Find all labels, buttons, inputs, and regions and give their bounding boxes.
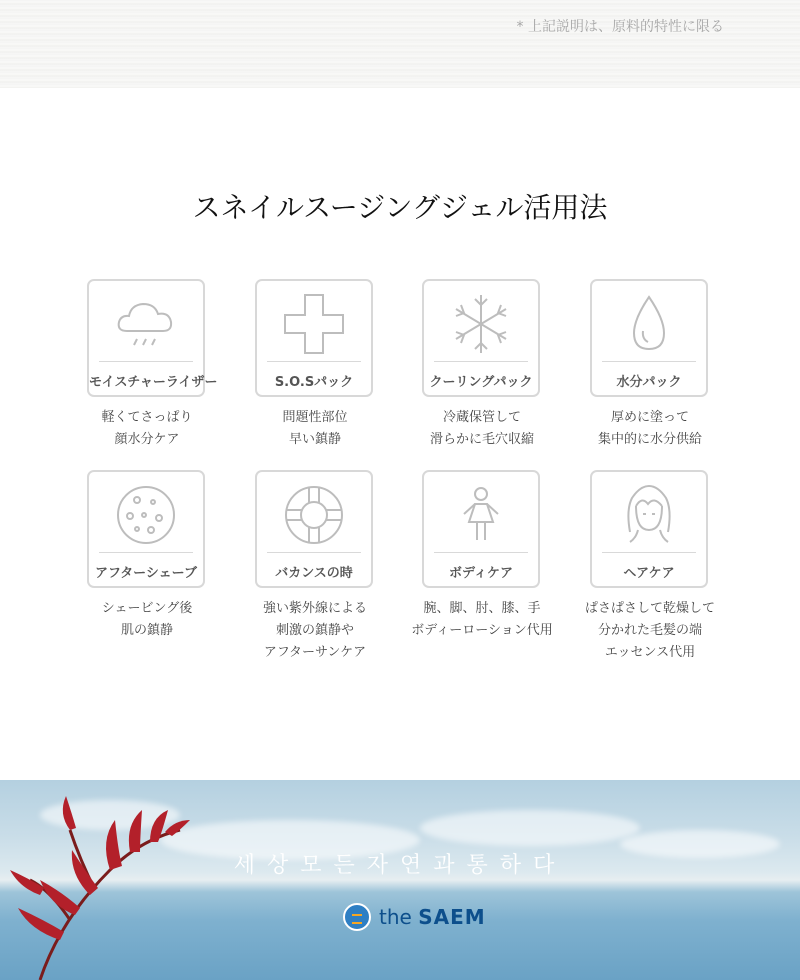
desc-line: 冷蔵保管して bbox=[442, 410, 521, 425]
red-flower-image bbox=[0, 780, 200, 980]
desc-line: 集中的に水分供給 bbox=[597, 432, 702, 447]
shave-foam-icon bbox=[113, 482, 179, 548]
desc-line: ボディーローション代用 bbox=[411, 623, 553, 638]
card-divider bbox=[267, 361, 361, 362]
card-divider bbox=[99, 552, 193, 553]
page-title: スネイルスージングジェル活用法 bbox=[192, 191, 608, 224]
desc-line: 厚めに塗って bbox=[610, 410, 689, 425]
brand-banner bbox=[0, 780, 800, 980]
card-description bbox=[235, 407, 395, 451]
desc-line: 腕、脚、肘、膝、手 bbox=[423, 601, 541, 616]
desc-line: 問題性部位 bbox=[282, 410, 348, 425]
card-description bbox=[67, 407, 227, 451]
desc-line: 顔水分ケア bbox=[114, 432, 180, 447]
card-description bbox=[402, 598, 562, 642]
card-description bbox=[570, 598, 730, 664]
desc-line: 滑らかに毛穴収縮 bbox=[429, 432, 534, 447]
usage-card bbox=[590, 470, 708, 588]
body-figure-icon bbox=[448, 482, 514, 548]
usage-card bbox=[255, 279, 373, 397]
medical-cross-icon bbox=[281, 291, 347, 357]
card-label: アフターシェーブ bbox=[95, 566, 197, 581]
card-label: バカンスの時 bbox=[275, 566, 353, 581]
card-label: クーリングパック bbox=[429, 375, 533, 390]
desc-line: エッセンス代用 bbox=[604, 645, 696, 660]
desc-line: シェービング後 bbox=[101, 601, 193, 616]
card-divider bbox=[434, 552, 528, 553]
card-divider bbox=[602, 361, 696, 362]
card-description bbox=[402, 407, 562, 451]
card-divider bbox=[267, 552, 361, 553]
card-label: S.O.Sパック bbox=[274, 375, 354, 390]
brand-prefix: the bbox=[379, 905, 419, 929]
desc-line: 強い紫外線による bbox=[262, 601, 367, 616]
card-label: ヘアケア bbox=[623, 566, 675, 581]
usage-card bbox=[255, 470, 373, 588]
desc-line: 軽くてさっぱり bbox=[101, 410, 193, 425]
usage-card bbox=[422, 279, 540, 397]
brand-emblem-icon bbox=[343, 903, 371, 931]
disclaimer-note: * 上記説明は、原料的特性に限る bbox=[516, 19, 724, 35]
card-description bbox=[570, 407, 730, 451]
card-divider bbox=[99, 361, 193, 362]
hair-face-icon bbox=[616, 482, 682, 548]
usage-card bbox=[422, 470, 540, 588]
life-ring-icon bbox=[281, 482, 347, 548]
card-description bbox=[67, 598, 227, 642]
usage-card bbox=[590, 279, 708, 397]
card-divider bbox=[434, 361, 528, 362]
desc-line: アフターサンケア bbox=[263, 645, 367, 660]
usage-card bbox=[87, 279, 218, 397]
desc-line: 分かれた毛髪の端 bbox=[597, 623, 702, 638]
card-divider bbox=[602, 552, 696, 553]
desc-line: ぱさぱさして乾燥して bbox=[584, 601, 715, 616]
cloud bbox=[420, 810, 640, 846]
card-label: 水分パック bbox=[616, 375, 682, 390]
card-label: ボディケア bbox=[449, 566, 513, 581]
card-description bbox=[235, 598, 395, 664]
usage-card bbox=[87, 470, 205, 588]
desc-line: 早い鎮静 bbox=[288, 432, 341, 447]
snowflake-icon bbox=[448, 291, 514, 357]
brand-name bbox=[379, 905, 486, 929]
desc-line: 肌の鎮静 bbox=[120, 623, 173, 638]
brand-logo[interactable] bbox=[343, 902, 486, 932]
cloud-rain-icon bbox=[113, 291, 179, 357]
brand-wordmark: SAEM bbox=[418, 905, 486, 929]
water-drop-icon bbox=[616, 291, 682, 357]
brand-tagline: 세상모든자연과통하다 bbox=[233, 853, 567, 878]
desc-line: 刺激の鎮静や bbox=[275, 623, 354, 638]
card-label: モイスチャーライザー bbox=[89, 375, 218, 390]
